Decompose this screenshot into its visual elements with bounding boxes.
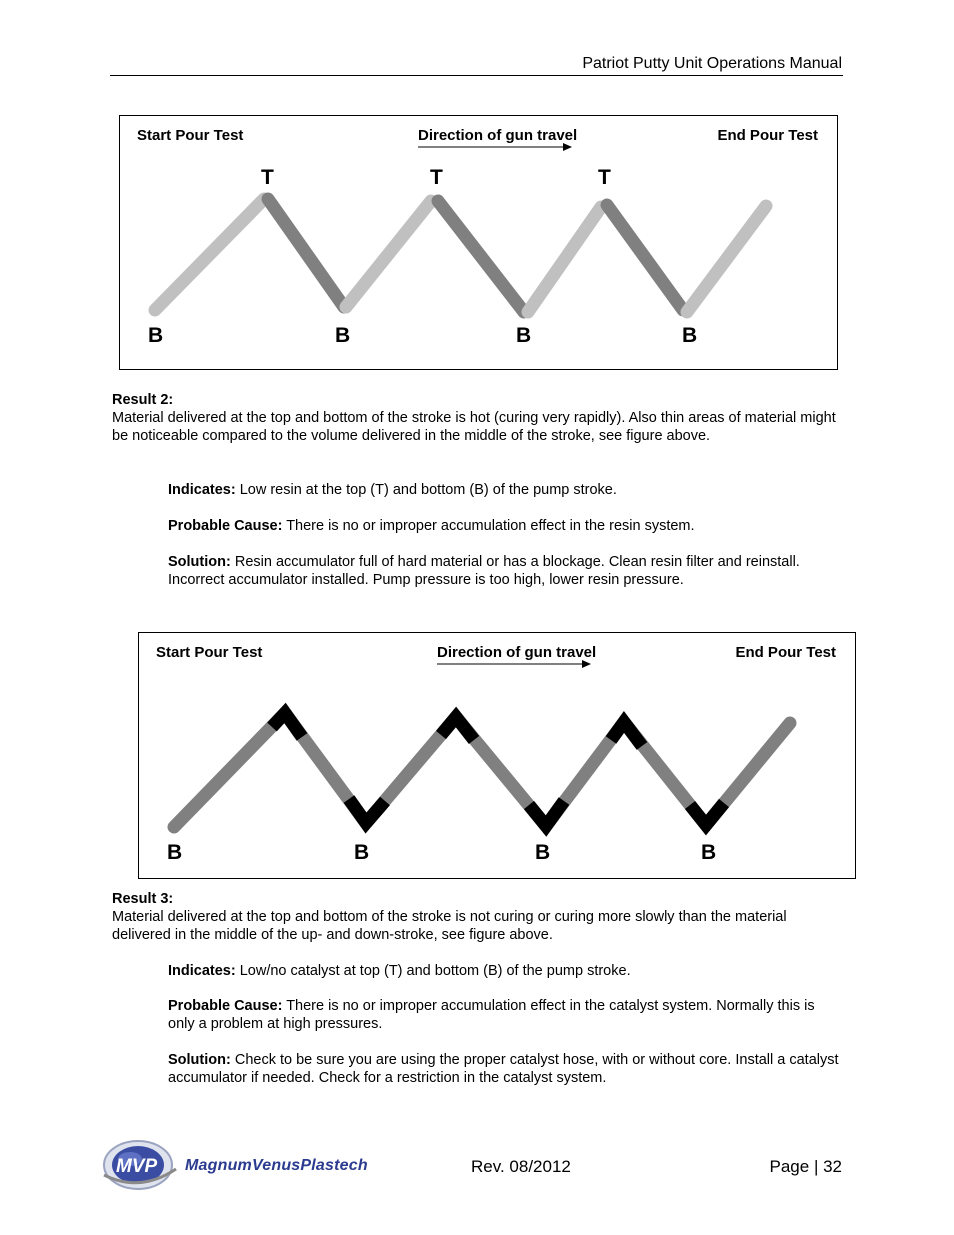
figure-result-2 [119, 115, 838, 370]
result-2-indicates [168, 481, 848, 499]
result-2-section [112, 391, 842, 445]
solution-text: Resin accumulator full of hard material or has a blockage. Clean resin filter and reinstall. Incorrect accumulator installed. Pump pressure is too high, lower resin pressure. [168, 554, 800, 588]
cause-text: There is no or improper accumulation effect in the catalyst system. Normally this is only a problem at high pressures. [168, 998, 815, 1032]
end-pour-label: End Pour Test [735, 644, 836, 661]
result-2-solution [168, 553, 808, 589]
down-stroke-1 [268, 199, 344, 307]
up-stroke-3 [528, 207, 601, 312]
result-2-cause [168, 517, 848, 535]
start-pour-label: Start Pour Test [137, 127, 244, 144]
indicates-text: Low/no catalyst at top (T) and bottom (B) of the pump stroke. [235, 963, 631, 979]
zigzag-diagram-2 [139, 633, 857, 880]
top-marker-3: T [598, 166, 611, 189]
result-3-heading: Result 3: [112, 891, 174, 907]
direction-label: Direction of gun travel [437, 644, 597, 661]
top-turn-2 [441, 717, 474, 740]
top-marker-1: T [261, 166, 274, 189]
bottom-marker-4: B [682, 324, 698, 347]
result-2-heading: Result 2: [112, 392, 174, 408]
bottom-turn-1 [349, 799, 385, 823]
result-3-section [112, 890, 842, 944]
direction-arrow-head [563, 143, 572, 151]
bottom-marker-1: B [167, 841, 183, 864]
direction-arrow-head [582, 660, 591, 668]
top-turn-3 [611, 722, 642, 746]
mvp-globe-icon [100, 1135, 182, 1197]
bottom-marker-2: B [354, 841, 370, 864]
indicates-label: Indicates: [168, 482, 236, 498]
header-title: Patriot Putty Unit Operations Manual [582, 55, 842, 72]
company-logo [100, 1135, 182, 1202]
bottom-marker-2: B [335, 324, 351, 347]
bottom-marker-3: B [535, 841, 551, 864]
end-pour-label: End Pour Test [717, 127, 818, 144]
up-stroke-4 [687, 206, 766, 312]
bottom-turn-3 [690, 803, 724, 825]
result-3-description: Material delivered at the top and bottom of the stroke is not curing or curing more slowly than the material delivered in the middle of the up- and down-stroke, see figure above. [112, 909, 787, 943]
up-stroke-2 [346, 201, 431, 307]
start-pour-label: Start Pour Test [156, 644, 263, 661]
bottom-marker-1: B [148, 324, 164, 347]
cause-label: Probable Cause: [168, 518, 283, 534]
up-stroke-1 [155, 199, 264, 310]
top-turn-1 [272, 713, 302, 737]
page-number: Page | 32 [769, 1157, 842, 1176]
indicates-label: Indicates: [168, 963, 236, 979]
bottom-marker-3: B [516, 324, 532, 347]
solution-label: Solution: [168, 554, 231, 570]
result-2-description: Material delivered at the top and bottom of the stroke is hot (curing very rapidly). Also thin areas of material might be noticeable compared to the volume delivered in the middle of the stroke, see figure above. [112, 410, 836, 444]
logo-company-name: MagnumVenusPlastech [185, 1157, 368, 1174]
figure-result-3 [138, 632, 856, 879]
logo-mark: MVP [116, 1156, 158, 1177]
solution-text: Check to be sure you are using the proper catalyst hose, with or without core. Install a catalyst accumulator if needed. Check for a restriction in the catalyst system. [168, 1052, 839, 1086]
indicates-text: Low resin at the top (T) and bottom (B) of the pump stroke. [235, 482, 617, 498]
result-3-indicates [168, 962, 848, 980]
direction-label: Direction of gun travel [418, 127, 578, 144]
bottom-marker-4: B [701, 841, 717, 864]
result-3-cause [168, 997, 833, 1033]
cause-text: There is no or improper accumulation effect in the resin system. [282, 518, 695, 534]
down-stroke-2 [438, 201, 524, 312]
revision-date: Rev. 08/2012 [471, 1157, 571, 1176]
zigzag-diagram-1 [120, 116, 839, 371]
cause-label: Probable Cause: [168, 998, 283, 1014]
bottom-turn-2 [529, 801, 564, 826]
top-marker-2: T [430, 166, 443, 189]
down-stroke-3 [607, 205, 683, 310]
result-3-solution [168, 1051, 848, 1087]
header-rule [110, 75, 843, 76]
solution-label: Solution: [168, 1052, 231, 1068]
